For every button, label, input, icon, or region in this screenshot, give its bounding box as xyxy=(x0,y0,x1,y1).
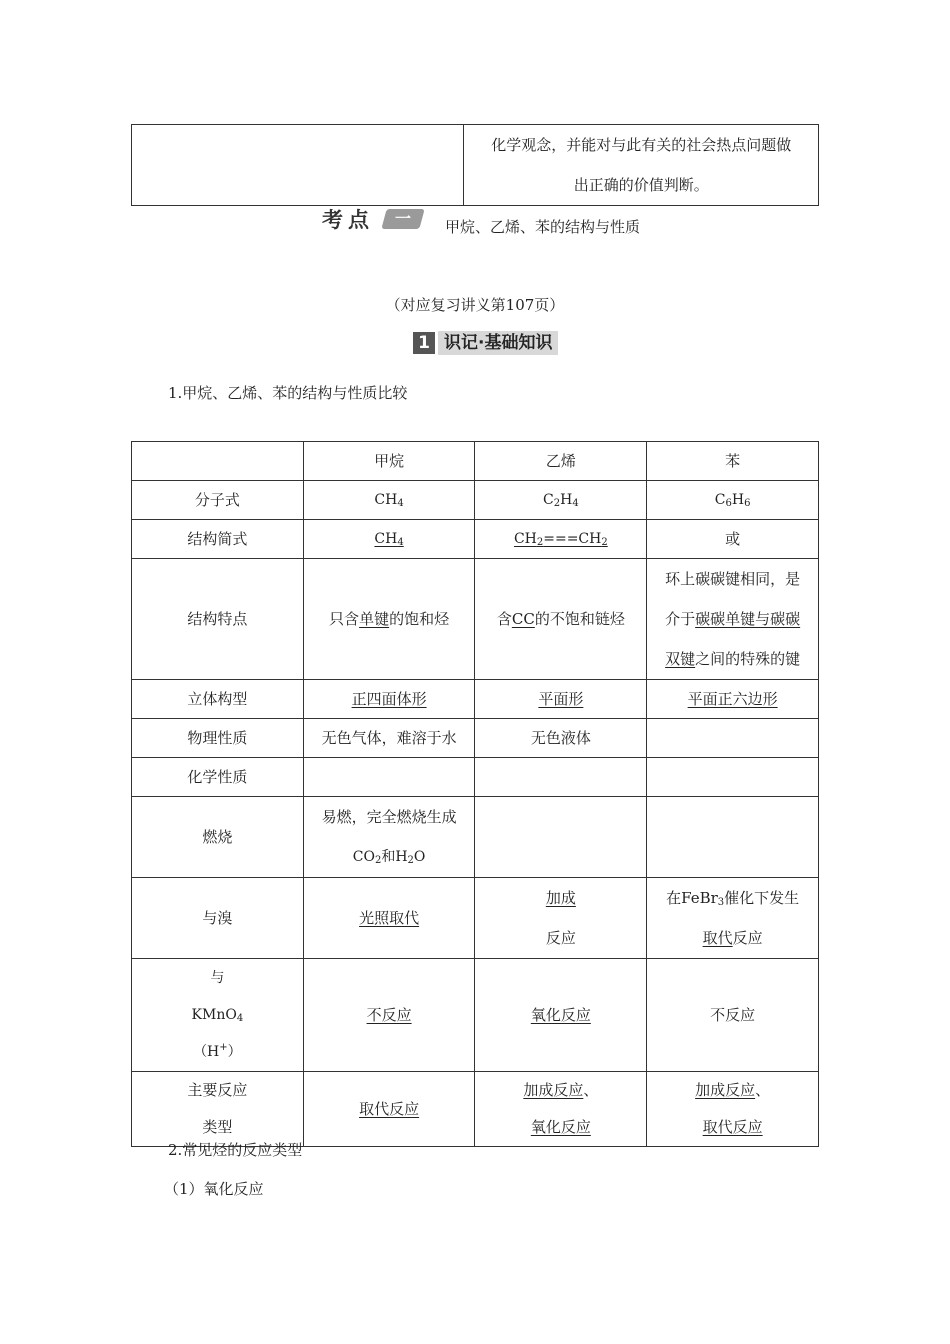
table-row xyxy=(132,758,819,797)
row-label-physical: 物理性质 xyxy=(132,719,304,758)
header-benzene: 苯 xyxy=(647,442,819,481)
top-table-right-cell xyxy=(464,125,819,206)
section-label: 识记·基础知识 xyxy=(438,331,558,355)
header-methane: 甲烷 xyxy=(303,442,475,481)
section-banner xyxy=(413,331,558,355)
table-row xyxy=(132,481,819,520)
row-label-shape: 立体构型 xyxy=(132,680,304,719)
table-row xyxy=(132,959,819,1072)
top-table-left-cell xyxy=(132,125,464,206)
table-row xyxy=(132,797,819,878)
bromine-ethylene: 加成 反应 xyxy=(475,878,647,959)
reaction-ethylene: 加成反应、 氧化反应 xyxy=(475,1072,647,1147)
physical-benzene xyxy=(647,719,819,758)
features-ethylene: 含CC的不饱和链烃 xyxy=(475,559,647,680)
shape-ethylene: 平面形 xyxy=(475,680,647,719)
table-row xyxy=(132,719,819,758)
shape-methane: 正四面体形 xyxy=(303,680,475,719)
row-label-chemical: 化学性质 xyxy=(132,758,304,797)
physical-ethylene: 无色液体 xyxy=(475,719,647,758)
heading-1: 1.甲烷、乙烯、苯的结构与性质比较 xyxy=(168,384,408,402)
row-label-kmno4: 与 KMnO$_4$ （H+） xyxy=(132,959,304,1072)
row-label-structure: 结构简式 xyxy=(132,520,304,559)
header-ethylene: 乙烯 xyxy=(475,442,647,481)
kaodian-number: 一 xyxy=(394,209,411,228)
row-label-formula: 分子式 xyxy=(132,481,304,520)
structure-benzene: 或 xyxy=(647,520,819,559)
bromine-benzene: 在FeBr$_3$催化下发生 取代反应 xyxy=(647,878,819,959)
top-table-text-line2: 出正确的价值判断。 xyxy=(573,176,709,194)
reference-note: （对应复习讲义第107页） xyxy=(385,296,565,314)
formula-benzene: $C_6H_6$ xyxy=(647,481,819,520)
table-row xyxy=(132,559,819,680)
table-row xyxy=(132,1072,819,1147)
table-row xyxy=(132,878,819,959)
combustion-methane: 易燃，完全燃烧生成 $CO_2$和$H_2O$ xyxy=(303,797,475,878)
heading-2: 2.常见烃的反应类型 xyxy=(168,1141,303,1159)
subheading-oxidation: （1）氧化反应 xyxy=(164,1180,264,1198)
structure-ethylene: $CH_2===CH_2$ xyxy=(475,520,647,559)
table-row xyxy=(132,442,819,481)
kmno4-ethylene: 氧化反应 xyxy=(475,959,647,1072)
section-number: 1 xyxy=(413,332,435,354)
shape-benzene: 平面正六边形 xyxy=(647,680,819,719)
formula-methane: $CH_4$ xyxy=(303,481,475,520)
topic-title: 甲烷、乙烯、苯的结构与性质 xyxy=(445,218,641,236)
structure-methane: $CH_4$ xyxy=(303,520,475,559)
physical-methane: 无色气体，难溶于水 xyxy=(303,719,475,758)
reaction-methane: 取代反应 xyxy=(303,1072,475,1147)
kmno4-benzene: 不反应 xyxy=(647,959,819,1072)
row-label-reaction-type: 主要反应 类型 xyxy=(132,1072,304,1147)
reaction-benzene: 加成反应、 取代反应 xyxy=(647,1072,819,1147)
formula-ethylene: $C_2H_4$ xyxy=(475,481,647,520)
kaodian-label: 考点 xyxy=(322,208,374,232)
kmno4-methane: 不反应 xyxy=(303,959,475,1072)
comparison-table xyxy=(131,441,819,1147)
row-label-bromine: 与溴 xyxy=(132,878,304,959)
table-row xyxy=(132,520,819,559)
header-empty xyxy=(132,442,304,481)
top-objectives-table xyxy=(131,124,819,206)
row-label-features: 结构特点 xyxy=(132,559,304,680)
top-table-text-line1: 化学观念，并能对与此有关的社会热点问题做 xyxy=(491,136,792,154)
kaodian-number-badge xyxy=(381,209,424,229)
features-benzene: 环上碳碳键相同，是 介于碳碳单键与碳碳 双键之间的特殊的键 xyxy=(647,559,819,680)
table-row xyxy=(132,680,819,719)
row-label-combustion: 燃烧 xyxy=(132,797,304,878)
features-methane: 只含单键的饱和烃 xyxy=(303,559,475,680)
bromine-methane: 光照取代 xyxy=(303,878,475,959)
